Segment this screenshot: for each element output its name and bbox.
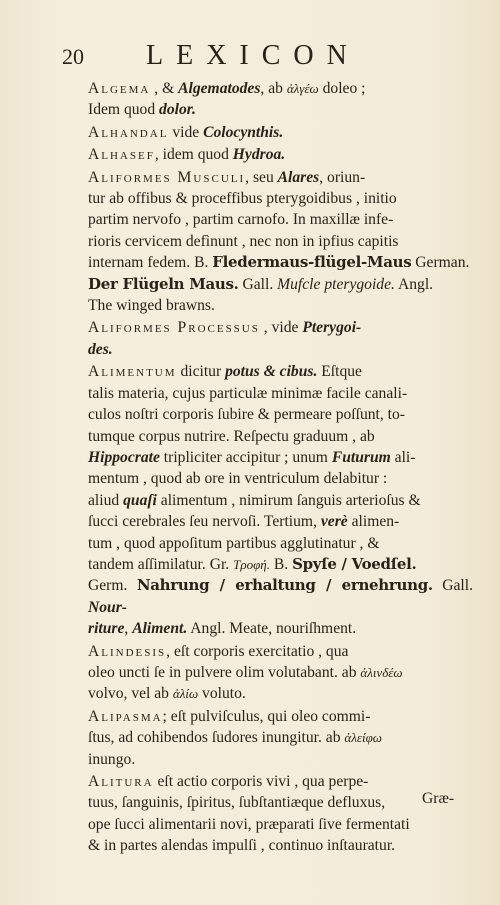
headword: Alindesis bbox=[88, 642, 167, 660]
page-header bbox=[58, 40, 478, 76]
entry-text: Idem quod bbox=[88, 101, 160, 119]
entry-text: voluto. bbox=[198, 685, 246, 703]
entry-text: & in partes alendas impulſi , continuo inſtauratur. bbox=[88, 837, 396, 855]
entry-text: Gall. bbox=[432, 577, 473, 595]
entry-algema bbox=[88, 78, 473, 121]
entry-term: Nour- bbox=[88, 598, 127, 616]
greek-word: ἀλίω bbox=[172, 686, 199, 702]
entry-text: tumque corpus nutrire. Reſpectu graduum , ab bbox=[88, 427, 375, 445]
entry-text: aliud bbox=[88, 491, 124, 509]
entry-term: Hydroa. bbox=[232, 146, 286, 164]
entry-text: alimen- bbox=[347, 513, 400, 531]
entry-text: The winged brawns. bbox=[88, 297, 215, 315]
entry-text: oleo uncti ſe in pulvere olim volutabant. ab bbox=[88, 663, 361, 681]
entry-text: partim nervofo , partim carnofo. In maxillæ infe- bbox=[88, 211, 394, 229]
headword: Alipasma bbox=[88, 707, 163, 725]
entry-text: Germ. bbox=[88, 577, 137, 595]
headword: Aliformes Processus bbox=[88, 319, 260, 337]
entry-aliformes-musculi bbox=[88, 167, 473, 317]
entry-text: alimentum , nimirum ſanguis arterioſus & bbox=[156, 491, 421, 509]
lexicon-text bbox=[88, 78, 473, 857]
entry-text: tuus, ſanguinis, ſpiritus, ſubſtantiæque defluxus, bbox=[88, 794, 386, 812]
entry-alipasma bbox=[88, 706, 473, 770]
entry-text: , bbox=[124, 620, 133, 638]
entry-term: Hippocrate bbox=[88, 448, 160, 466]
entry-term: Futurum bbox=[331, 448, 391, 466]
entry-term: Algematodes bbox=[178, 80, 261, 97]
entry-term: Colocynthis. bbox=[203, 123, 284, 141]
entry-term: des. bbox=[88, 340, 113, 358]
entry-text: internam fedem. B. bbox=[88, 254, 213, 272]
entry-text: B. bbox=[269, 555, 293, 573]
greek-word: ἀλγέω bbox=[286, 81, 319, 96]
entry-term: Aliment. bbox=[132, 620, 188, 638]
entry-text: Eſtque bbox=[317, 363, 362, 381]
entry-text: tripliciter accipitur ; unum bbox=[159, 448, 332, 466]
entry-text: , vide bbox=[259, 319, 303, 337]
fraktur-word: Fledermaus-flügel-Maus bbox=[212, 253, 412, 272]
entry-alhandal bbox=[88, 122, 473, 143]
fraktur-word: Nahrung / erhaltung / ernehrung. bbox=[136, 576, 433, 595]
greek-word: ἀλείφω bbox=[344, 730, 382, 746]
headword: Alimentum bbox=[88, 363, 177, 381]
entry-text: rioris cervicem defìnunt , nec non in ipfius capitis bbox=[88, 232, 399, 250]
entry-text: , eſt corporis exercitatio , qua bbox=[166, 642, 349, 660]
entry-term: Mufcle pterygoide. bbox=[277, 275, 395, 293]
entry-text: , ab bbox=[260, 80, 287, 97]
entry-term: Pterygoi- bbox=[302, 319, 362, 337]
entry-text: ali- bbox=[390, 448, 416, 466]
entry-text: eſt actio corporis vivi , qua perpe- bbox=[153, 773, 369, 790]
headword: Algema bbox=[88, 80, 151, 97]
greek-word: ἀλινδέω bbox=[360, 664, 403, 680]
running-head: LEXICON bbox=[146, 40, 360, 71]
headword: Alitura bbox=[88, 773, 154, 790]
entry-text: tandem aſſimilatur. Gr. bbox=[88, 555, 234, 573]
entry-text: ope ſucci alimentarii novi, præparati ſive fermentati bbox=[88, 815, 410, 833]
entry-text: , seu bbox=[245, 168, 278, 186]
fraktur-word: Spyſe / Voedſel. bbox=[292, 554, 417, 573]
entry-text: ſucci cerebrales ſeu nervoſi. Tertium, bbox=[88, 513, 321, 531]
entry-text: culos noſtri corporis ſubire & permeare poſſunt, to- bbox=[88, 406, 405, 424]
entry-text: volvo, vel ab bbox=[88, 685, 173, 703]
entry-text: Angl. bbox=[394, 275, 434, 293]
entry-alitura bbox=[88, 771, 473, 857]
entry-text: talis materia, cujus particulæ minimæ facile canali- bbox=[88, 384, 408, 402]
catchword: Græ- bbox=[422, 790, 455, 807]
entry-text: inungo. bbox=[88, 750, 136, 768]
entry-term: potus & cibus. bbox=[225, 363, 318, 381]
entry-term: verè bbox=[320, 513, 348, 531]
entry-text: German. bbox=[411, 254, 470, 272]
fraktur-word: Der Flügeln Maus. bbox=[88, 274, 239, 293]
entry-text: Gall. bbox=[238, 275, 278, 293]
entry-text: Angl. Meate, nouriſhment. bbox=[187, 620, 357, 638]
greek-word: Τροφή. bbox=[233, 556, 270, 572]
entry-text: vide bbox=[168, 123, 204, 141]
headword: Alhandal bbox=[88, 123, 169, 141]
entry-alhasef bbox=[88, 144, 473, 165]
entry-text: ſtus, ad cohibendos ſudores inungitur. ab bbox=[88, 729, 345, 747]
entry-text: , idem quod bbox=[154, 146, 233, 164]
headword: Aliformes Musculi bbox=[88, 168, 246, 186]
entry-aliformes-processus bbox=[88, 317, 473, 360]
entry-text: mentum , quod ab ore in ventriculum delabitur : bbox=[88, 470, 388, 488]
headword: Alhasef bbox=[88, 146, 155, 164]
entry-term: quaſi bbox=[123, 491, 157, 509]
entry-text: tum , quod appoſitum partibus agglutinatur , & bbox=[88, 534, 380, 552]
entry-alindesis bbox=[88, 641, 473, 705]
page-number: 20 bbox=[62, 44, 84, 69]
entry-term: riture bbox=[88, 620, 125, 638]
entry-text: dicitur bbox=[176, 363, 226, 381]
entry-term: dolor. bbox=[159, 101, 196, 119]
entry-text: doleo ; bbox=[318, 80, 366, 97]
entry-text: ; eſt pulviſculus, qui oleo commi- bbox=[162, 707, 371, 725]
entry-alimentum bbox=[88, 361, 473, 639]
entry-text: , oriun- bbox=[319, 168, 366, 186]
entry-text: tur ab offibus & proceffibus pterygoidibus , initio bbox=[88, 190, 397, 208]
entry-text: , & bbox=[150, 80, 179, 97]
entry-term: Alares bbox=[277, 168, 320, 186]
